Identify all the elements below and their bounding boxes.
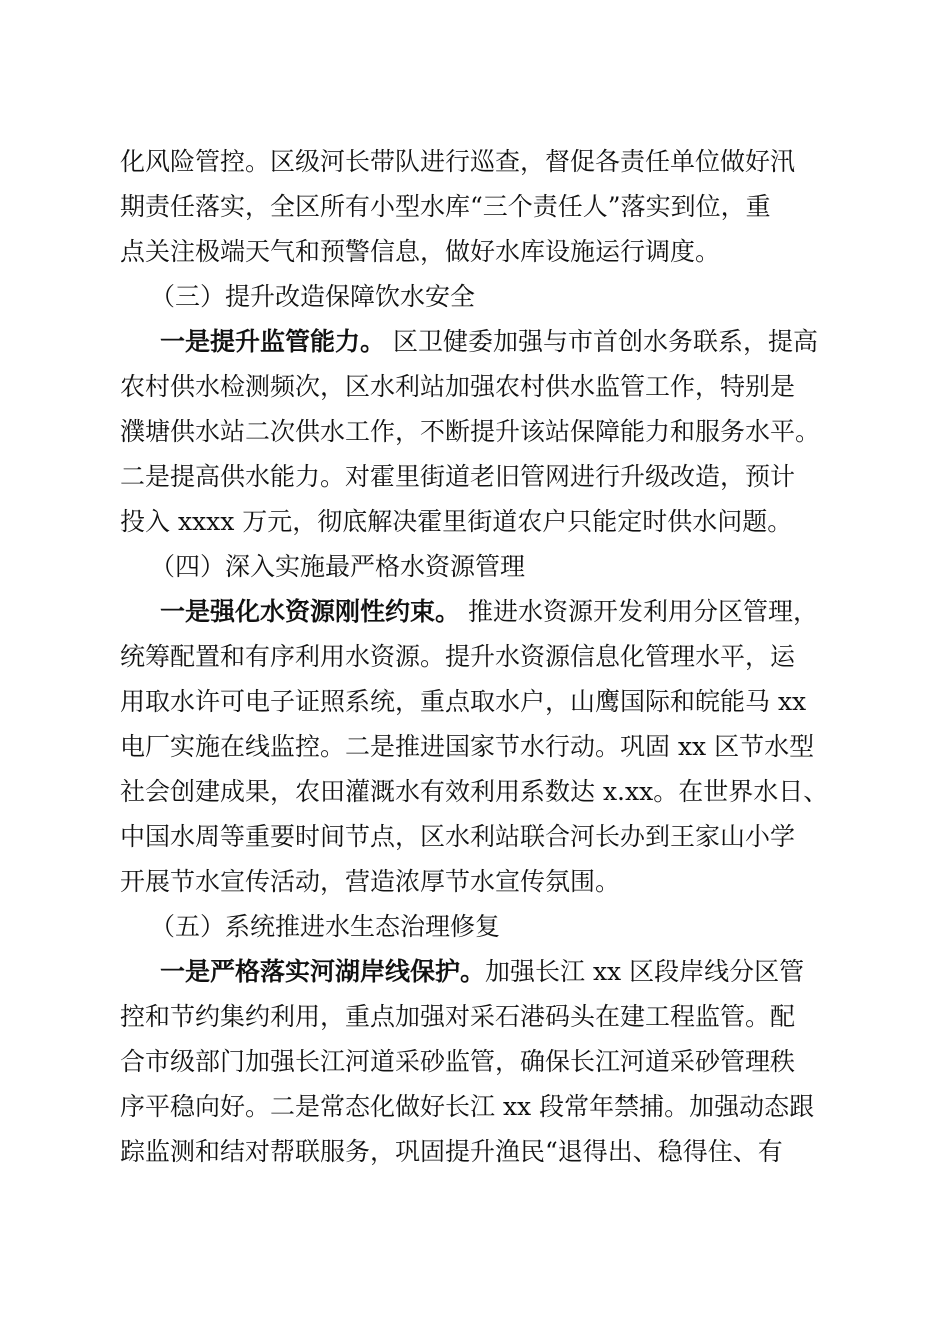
paragraph-line bbox=[0, 817, 950, 857]
paragraph-line bbox=[0, 232, 950, 272]
text-run: 二是提高供水能力。对霍里街道老旧管网进行升级改造，预计 bbox=[120, 462, 796, 491]
text-run: 濮塘供水站二次供水工作，不断提升该站保障能力和服务水平。 bbox=[120, 417, 821, 446]
text-run: 期责任落实，全区所有小型水库“三个责任人”落实到位，重 bbox=[120, 192, 771, 221]
paragraph-line bbox=[0, 997, 950, 1037]
text-run: 控和节约集约利用，重点加强对采石港码头在建工程监管。配 bbox=[120, 1002, 796, 1031]
paragraph-line bbox=[0, 1132, 950, 1172]
section-heading bbox=[0, 547, 950, 587]
paragraph-line bbox=[0, 682, 950, 722]
paragraph-line bbox=[0, 367, 950, 407]
text-run: 踪监测和结对帮联服务，巩固提升渔民“退得出、稳得住、有 bbox=[120, 1137, 783, 1166]
bold-lead-text: 一是提升监管能力。 bbox=[160, 327, 386, 356]
paragraph-line bbox=[0, 1087, 950, 1127]
bold-lead-text: 一是强化水资源刚性约束。 bbox=[160, 597, 461, 626]
bold-lead-text: 一是严格落实河湖岸线保护。 bbox=[160, 957, 486, 986]
paragraph-line bbox=[0, 772, 950, 812]
paragraph-line bbox=[0, 502, 950, 542]
text-run: 用取水许可电子证照系统，重点取水户，山鹰国际和皖能马 xx bbox=[120, 687, 807, 716]
paragraph-line bbox=[0, 637, 950, 677]
heading-text: （三）提升改造保障饮水安全 bbox=[150, 282, 476, 311]
text-run: 统筹配置和有序利用水资源。提升水资源信息化管理水平，运 bbox=[120, 642, 796, 671]
text-run: 推进水资源开发利用分区管理， bbox=[468, 597, 819, 626]
paragraph-line bbox=[0, 592, 950, 632]
text-run: 投入 xxxx 万元，彻底解决霍里街道农户只能定时供水问题。 bbox=[120, 507, 793, 536]
paragraph-line bbox=[0, 142, 950, 182]
text-run: 区卫健委加强与市首创水务联系，提高 bbox=[393, 327, 819, 356]
paragraph-line bbox=[0, 412, 950, 452]
section-heading bbox=[0, 277, 950, 317]
text-run: 开展节水宣传活动，营造浓厚节水宣传氛围。 bbox=[120, 867, 621, 896]
paragraph-line bbox=[0, 187, 950, 227]
text-run: 农村供水检测频次，区水利站加强农村供水监管工作，特别是 bbox=[120, 372, 796, 401]
paragraph-line bbox=[0, 862, 950, 902]
text-run: 加强长江 xx 区段岸线分区管 bbox=[485, 957, 805, 986]
paragraph-line bbox=[0, 322, 950, 362]
text-run: 合市级部门加强长江河道采砂监管，确保长江河道采砂管理秩 bbox=[120, 1047, 796, 1076]
text-run: 序平稳向好。二是常态化做好长江 xx 段常年禁捕。加强动态跟 bbox=[120, 1092, 815, 1121]
text-run: 点关注极端天气和预警信息，做好水库设施运行调度。 bbox=[120, 237, 721, 266]
text-run: 化风险管控。区级河长带队进行巡查，督促各责任单位做好汛 bbox=[120, 147, 796, 176]
section-heading bbox=[0, 907, 950, 947]
paragraph-line bbox=[0, 727, 950, 767]
paragraph-line bbox=[0, 457, 950, 497]
text-run: 社会创建成果，农田灌溉水有效利用系数达 x.xx。在世界水日、 bbox=[120, 777, 829, 806]
heading-text: （四）深入实施最严格水资源管理 bbox=[150, 552, 526, 581]
paragraph-line bbox=[0, 952, 950, 992]
heading-text: （五）系统推进水生态治理修复 bbox=[150, 912, 501, 941]
text-run: 中国水周等重要时间节点，区水利站联合河长办到王家山小学 bbox=[120, 822, 796, 851]
text-run: 电厂实施在线监控。二是推进国家节水行动。巩固 xx 区节水型 bbox=[120, 732, 815, 761]
paragraph-line bbox=[0, 1042, 950, 1082]
